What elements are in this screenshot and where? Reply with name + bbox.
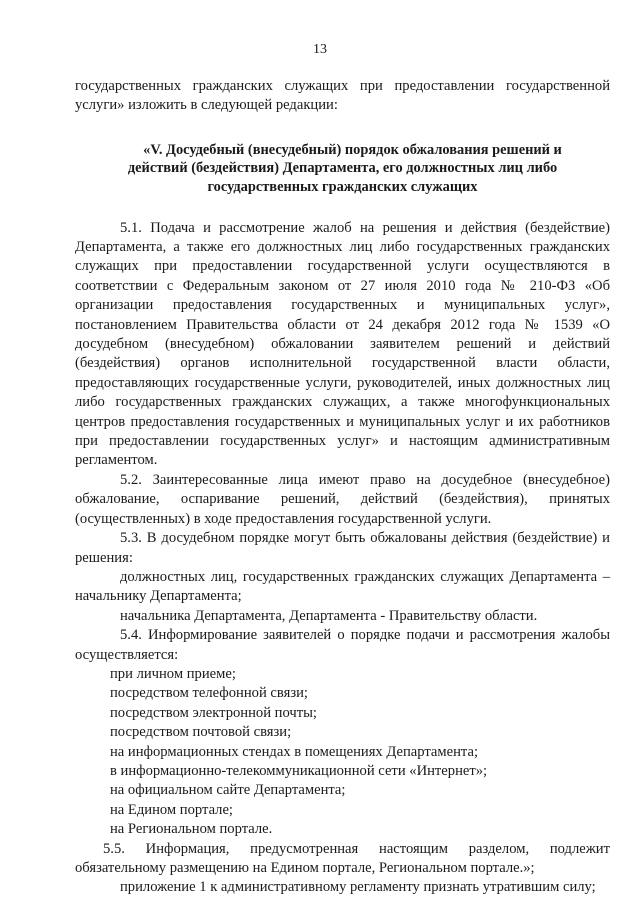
document-body <box>75 77 610 898</box>
paragraph-5-1: 5.1. Подача и рассмотрение жалоб на решения и действия (бездействие) Департамента, а также его должностных лиц либо государственных гражданских служащих при предоставлении государственной услуги осуществляются в соответствии с Федеральным законом от 27 июля 2010 года № 210-ФЗ «Об организации предоставления государственных и муниципальных услуг», постановлением Правительства области от 24 декабря 2012 года № 1539 «О досудебном (внесудебном) обжаловании заявителем решений и действий (бездействия) органов исполнительной государственной власти области, предоставляющих государственные услуги, руководителей, иных должностных лиц либо государственных гражданских служащих, а также многофункциональных центров предоставления государственных и муниципальных услуг и их работников при предоставлении государственных услуг» и настоящим административным регламентом. <box>75 219 610 469</box>
section-title-line: «V. Досудебный (внесудебный) порядок обжалования решений и <box>143 141 562 158</box>
page-number: 13 <box>313 42 327 57</box>
paragraph-5-5: 5.5. Информация, предусмотренная настоящим разделом, подлежит обязательному размещению на Едином портале, Региональном портале.»; <box>75 840 610 876</box>
paragraph-5-3: 5.3. В досудебном порядке могут быть обжалованы действия (бездействие) и решения: <box>75 530 610 566</box>
paragraph-5-3-b: начальника Департамента, Департамента - Правительству области. <box>120 607 538 624</box>
section-title <box>75 141 610 197</box>
closing-paragraph: приложение 1 к административному регламенту признать утратившим силу; <box>120 879 596 896</box>
list-item: в информационно-телекоммуникационной сети «Интернет»; <box>110 762 488 779</box>
list-item: на Едином портале; <box>110 801 233 818</box>
list-item: на официальном сайте Департамента; <box>110 782 346 799</box>
section-title-line: действий (бездействия) Департамента, его должностных лиц либо <box>127 160 558 177</box>
paragraph-5-2: 5.2. Заинтересованные лица имеют право на досудебное (внесудебное) обжалование, оспаривание решений, действий (бездействия), принятых (осуществленных) в ходе предоставления государственной услуги. <box>75 471 610 527</box>
info-channels-list <box>75 665 610 840</box>
paragraph-5-3-a: должностных лиц, государственных гражданских служащих Департамента – начальнику Департамента; <box>75 568 610 605</box>
list-item: посредством электронной почты; <box>110 704 317 721</box>
list-item: на информационных стендах в помещениях Департамента; <box>110 743 478 760</box>
list-item: на Региональном портале. <box>110 821 273 838</box>
list-item: при личном приеме; <box>110 665 236 682</box>
list-item: посредством телефонной связи; <box>110 685 308 702</box>
intro-paragraph: государственных гражданских служащих при предоставлении государственной услуги» изложить в следующей редакции: <box>75 78 610 114</box>
section-title-line: государственных гражданских служащих <box>207 179 478 195</box>
list-item: посредством почтовой связи; <box>110 724 292 741</box>
paragraph-5-4: 5.4. Информирование заявителей о порядке подачи и рассмотрения жалобы осуществляется: <box>75 627 610 663</box>
